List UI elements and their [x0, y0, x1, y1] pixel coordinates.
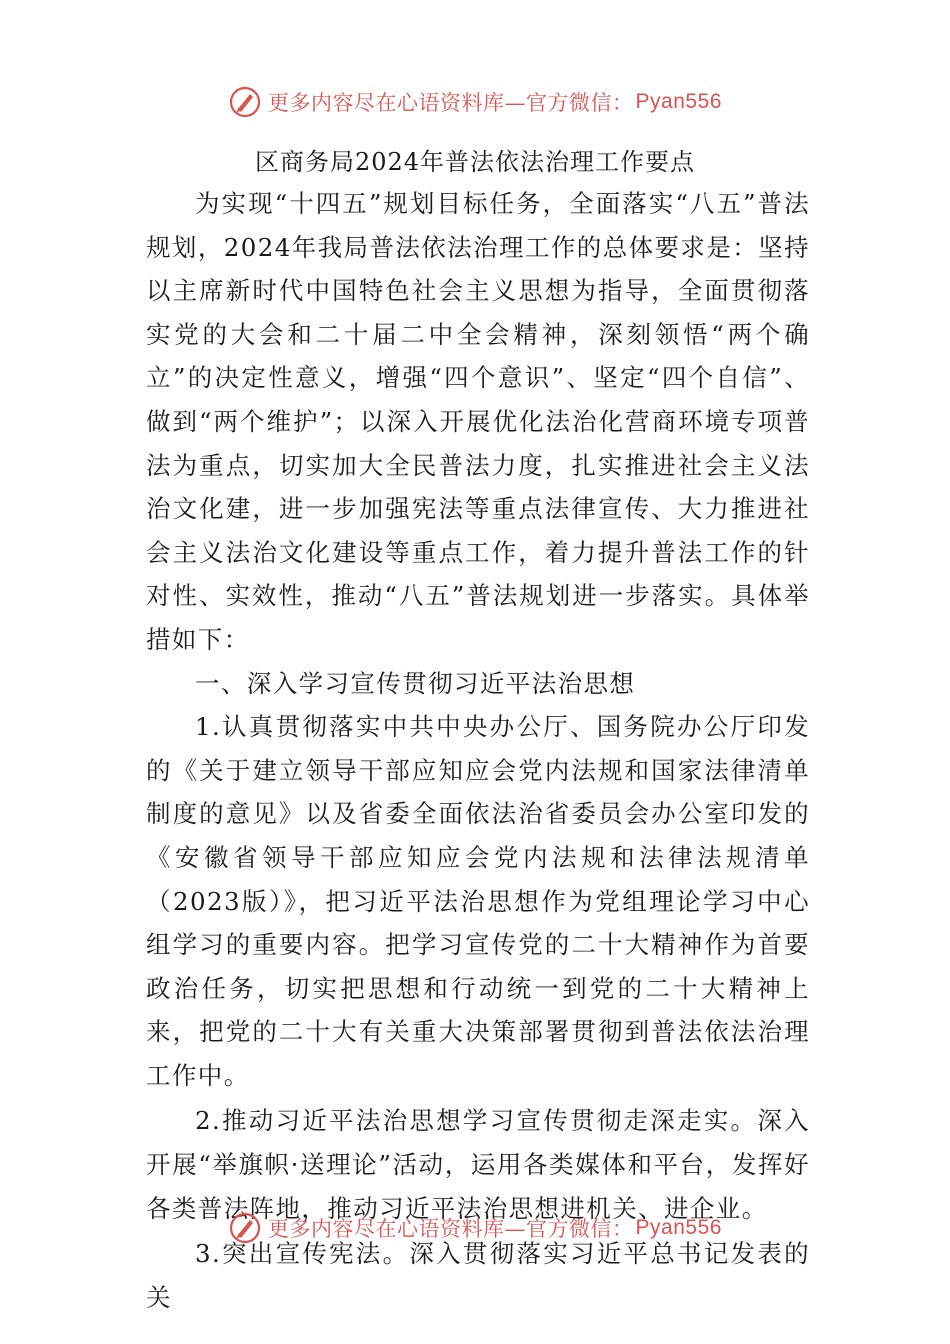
- section-heading-1: 一、深入学习宣传贯彻习近平法治思想: [195, 668, 636, 698]
- watermark-header: [0, 82, 950, 122]
- paragraph-item-3: 3.突出宣传宪法。深入贯彻落实习近平总书记发表的关: [146, 1239, 810, 1312]
- watermark-wechat: Pyan556: [635, 90, 722, 113]
- document-body: [146, 182, 810, 1319]
- pen-circle-icon: [228, 85, 262, 119]
- watermark-wechat: Pyan556: [635, 1216, 722, 1239]
- watermark-text: 更多内容尽在心语资料库—官方微信：: [268, 91, 634, 115]
- paragraph-item-2: 2.推动习近平法治思想学习宣传贯彻走深走实。深入开展“举旗帜·送理论”活动，运用各类媒体和平台，发挥好各类普法阵地，推动习近平法治思想进机关、进企业。: [146, 1106, 810, 1223]
- watermark-footer: [0, 1208, 950, 1248]
- document-title: 区商务局2024年普法依法治理工作要点: [254, 148, 696, 176]
- watermark-text: 更多内容尽在心语资料库—官方微信：: [268, 1217, 634, 1241]
- pen-circle-icon: [228, 1211, 262, 1245]
- paragraph-intro: 为实现“十四五”规划目标任务，全面落实“八五”普法规划，2024年我局普法依法治理工作的总体要求是：坚持以主席新时代中国特色社会主义思想为指导，全面贯彻落实党的大会和二十届二中全会精神，深刻领悟“两个确立”的决定性意义，增强“四个意识”、坚定“四个自信”、做到“两个维护”；以深入开展优化法治化营商环境专项普法为重点，切实加大全民普法力度，扎实推进社会主义法治文化建，进一步加强宪法等重点法律宣传、大力推进社会主义法治文化建设等重点工作，着力提升普法工作的针对性、实效性，推动“八五”普法规划进一步落实。具体举措如下：: [146, 189, 810, 654]
- paragraph-item-1: 1.认真贯彻落实中共中央办公厅、国务院办公厅印发的《关于建立领导干部应知应会党内法规和国家法律清单制度的意见》以及省委全面依法治省委员会办公室印发的《安徽省领导干部应知应会党内法规和法律法规清单（2023版）》，把习近平法治思想作为党组理论学习中心组学习的重要内容。把学习宣传党的二十大精神作为首要政治任务，切实把思想和行动统一到党的二十大精神上来，把党的二十大有关重大决策部署贯彻到普法依法治理工作中。: [146, 712, 810, 1090]
